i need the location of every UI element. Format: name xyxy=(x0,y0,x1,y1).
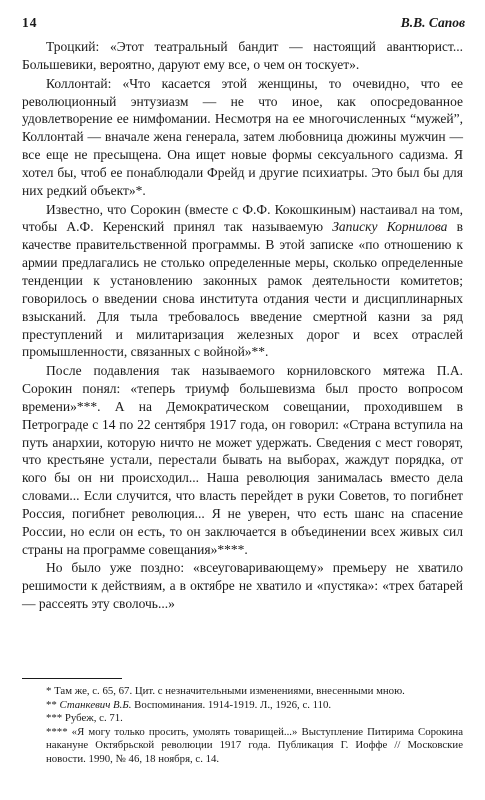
footnote-segment: Воспоминания. 1914-1919. Л., 1926, с. 110. xyxy=(131,698,332,711)
paragraph-kornilov-note xyxy=(22,201,463,362)
footnote-fn1 xyxy=(22,685,463,699)
running-head: В.В. Сапов xyxy=(400,15,465,30)
footnote-fn4 xyxy=(22,726,463,767)
paragraph-trotsky xyxy=(22,38,463,74)
paragraph-too-late xyxy=(22,559,463,613)
footnotes xyxy=(22,685,463,767)
footnote-fn2 xyxy=(22,699,463,713)
paragraph-after-mutiny xyxy=(22,362,463,558)
footnote-divider xyxy=(22,678,122,679)
page-number: 14 xyxy=(22,15,38,30)
footnote-fn3 xyxy=(22,712,463,726)
page-header xyxy=(22,14,465,32)
main-text xyxy=(22,38,463,613)
footnote-segment: ** xyxy=(46,698,60,711)
paragraph-segment: Но было уже поздно: «всеуговаривающему» премьеру не хватило решимости к действиям, а в октябре не хватило и «пустяка»: «трех батарей — рассеять эту сволочь...» xyxy=(22,560,463,612)
footnote-segment: **** «Я могу только просить, умолять товарищей...» Выступление Питирима Сорокина накануне Октябрьской революции 1917 года. Публикация Г. Иоффе // Московские новости. 1990, № 46, 18 ноября, с. 14. xyxy=(46,725,463,765)
footnote-segment: Станкевич В.Б. xyxy=(59,698,132,711)
paragraph-segment: в качестве правительственной программы. В этой записке «по отношению к армии предлагались не столько определенные меры, сколько определенные тенденции к установлению законных рамок деятельности комитетов; говорилось о введении снова института отдания чести и дисциплинарных взысканий. Для тыла требовалось введение смертной казни за ряд преступлений и милитаризация железных дорог и всех отраслей промышленности, связанных с войной»**. xyxy=(22,219,464,360)
paragraph-segment: Коллонтай: «Что касается этой женщины, то очевидно, что ее революционный энтузиазм — не что иное, как опосредованное удовлетворение ее нимфомании. Несмотря на ее многочисленных “мужей”, Коллонтай — вначале жена генерала, затем любовница дюжины мужчин — все еще не пресыщена. Она ищет новые формы сексуального садизма. Я хотел бы, чтоб ее понаблюдали Фрейд и другие психиатры. Это был бы для них редкий объект»*. xyxy=(22,75,463,198)
paragraph-segment: Записку Корнилова xyxy=(332,219,448,235)
footnote-segment: * Там же, с. 65, 67. Цит. с незначительными изменениями, внесенными мною. xyxy=(46,685,405,697)
paragraph-segment: Известно, что Сорокин (вместе с Ф.Ф. Кокошкиным) настаивал на том, чтобы А.Ф. Керенский принял так называемую xyxy=(22,201,463,235)
footnote-segment: *** Рубеж, с. 71. xyxy=(46,712,123,725)
paragraph-segment: Троцкий: «Этот театральный бандит — настоящий авантюрист... Большевики, вероятно, даруют ему все, о чем он тоскует». xyxy=(22,39,463,72)
paragraph-segment: После подавления так называемого корниловского мятежа П.А. Сорокин понял: «теперь триумф большевизма был просто вопросом времени»***. А на Демократическом совещании, проходившем в Петрограде с 14 по 22 сентября 1917 года, он говорил: «Страна вступила на путь анархии, которую ничто не может удержать. Сведения с мест говорят, что крестьяне устали, перестали бывать на выборах, жаждут порядка, от кого бы он ни происходил... Наша революция занималась вместо дела словами... Если случится, что власть перейдет в руки Советов, то погибнет Россия, погибнет революция... Я не уверен, что есть шанс на спасение России, но если он есть, то он заключается в объединении всех живых сил страны на программе совещания»****. xyxy=(22,363,463,557)
paragraph-kollontai xyxy=(22,75,463,200)
